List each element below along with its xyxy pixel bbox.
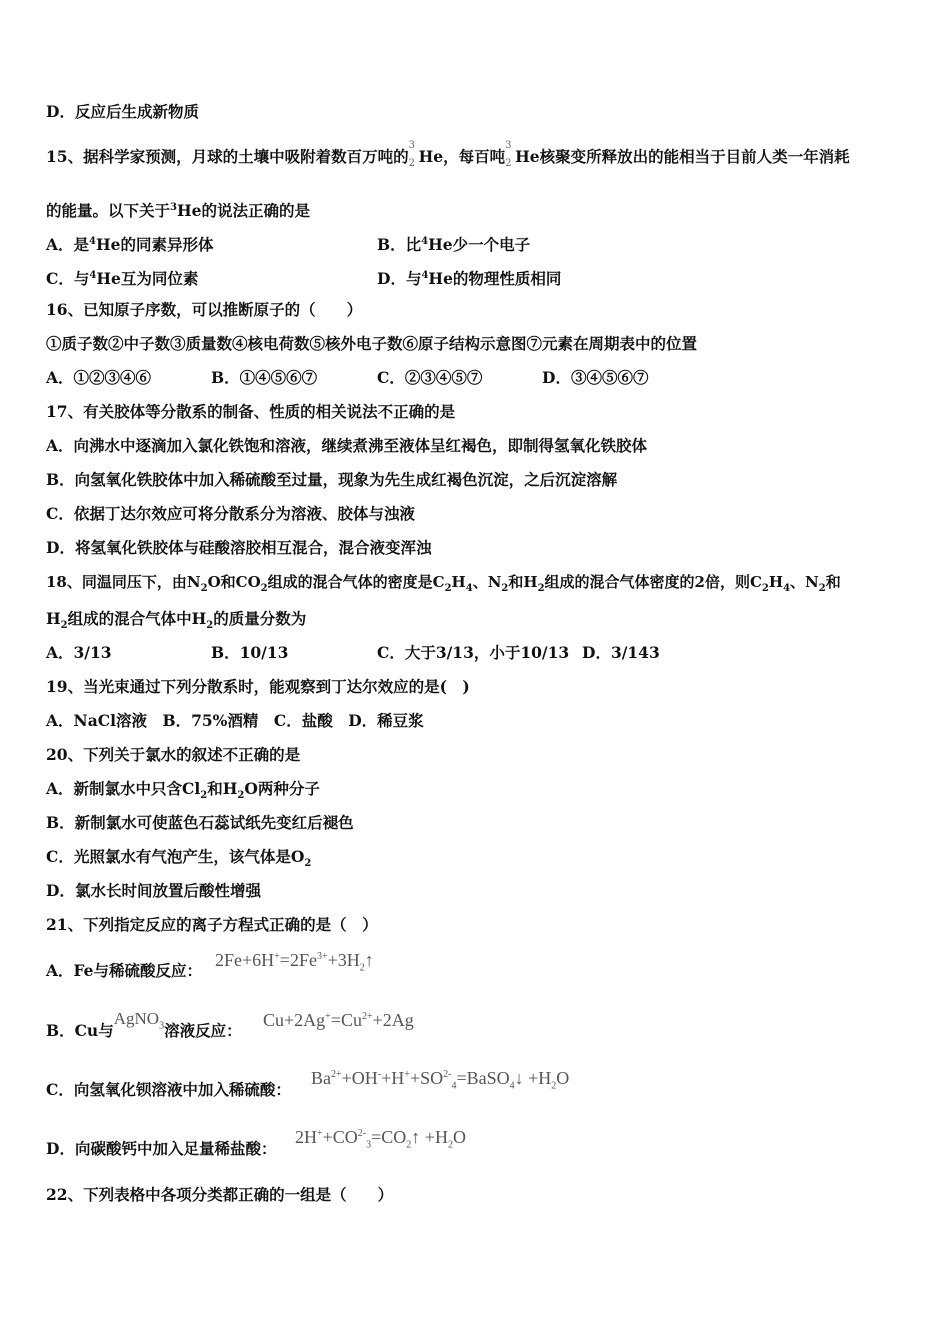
- question-15-stem-2: 的能量。以下关于$^3$He的说法正确的是: [46, 201, 310, 221]
- option-15-a: A．是$^4$He的同素异形体: [46, 235, 214, 255]
- option-21-b-label: B．Cu与AgNO$_3$溶液反应：: [46, 1009, 242, 1040]
- option-21-a-label: A．Fe与稀硫酸反应：: [46, 961, 203, 980]
- q15-text-c: 核聚变所释放出的能相当于目前人类一年消耗: [539, 147, 850, 166]
- he-symbol-b: He: [515, 147, 540, 166]
- option-15-c: C．与$^4$He互为同位素: [46, 269, 199, 289]
- option-16-a: A．①②③④⑥: [46, 368, 152, 387]
- question-18-stem: 18、同温同压下，由$N_2O$和$CO_2$组成的混合气体的密度是$C_2H_4$、$N_2$和$H_2$组成的混合气体密度的2倍，则$C_2H_4$、$N_2$和: [46, 573, 841, 594]
- option-14-d: D．反应后生成新物质: [46, 102, 199, 121]
- question-15-stem: [46, 140, 850, 169]
- question-17-stem: 17、有关胶体等分散系的制备、性质的相关说法不正确的是: [46, 402, 456, 421]
- question-21-stem: 21、下列指定反应的离子方程式正确的是（ ）: [46, 915, 378, 934]
- option-20-b: B．新制氯水可使蓝色石蕊试纸先变红后褪色: [46, 813, 354, 832]
- option-16-d: D．③④⑤⑥⑦: [542, 368, 649, 387]
- q15-text-a: 15、据科学家预测，月球的土壤中吸附着数百万吨的: [46, 147, 409, 166]
- option-17-c: C．依据丁达尔效应可将分散系分为溶液、胶体与浊液: [46, 504, 415, 523]
- option-18-b: B．10/13: [211, 643, 289, 662]
- question-22-stem: 22、下列表格中各项分类都正确的一组是（ ）: [46, 1185, 394, 1204]
- option-20-c: C．光照氯水有气泡产生，该气体是$O_2$: [46, 847, 312, 870]
- option-17-a: A．向沸水中逐滴加入氯化铁饱和溶液，继续煮沸至液体呈红褐色，即制得氢氧化铁胶体: [46, 436, 648, 455]
- option-16-c: C．②③④⑤⑦: [377, 368, 483, 387]
- option-18-d: D．3/143: [582, 643, 660, 662]
- option-21-a-equation: $2Fe+6H^+=2Fe^{3+}+3H_2↑$: [215, 950, 374, 974]
- isotope-he3-a: 3 2: [408, 140, 415, 169]
- question-18-stem-2: $H_2$组成的混合气体中$H_2$的质量分数为: [46, 609, 307, 632]
- option-17-b: B．向氢氧化铁胶体中加入稀硫酸至过量，现象为先生成红褐色沉淀，之后沉淀溶解: [46, 470, 618, 489]
- option-15-d: D．与$^4$He的物理性质相同: [377, 269, 562, 289]
- option-20-d: D．氯水长时间放置后酸性增强: [46, 881, 261, 900]
- option-17-d: D．将氢氧化铁胶体与硅酸溶胶相互混合，混合液变浑浊: [46, 538, 432, 557]
- he-symbol-a: He: [418, 147, 444, 166]
- question-20-stem: 20、下列关于氯水的叙述不正确的是: [46, 745, 301, 764]
- question-16-stem: 16、已知原子序数，可以推断原子的（ ）: [46, 300, 363, 319]
- option-18-a: A．3/13: [46, 643, 112, 662]
- options-19: A．NaCl溶液 B．75%酒精 C．盐酸 D．稀豆浆: [46, 711, 424, 730]
- option-21-c-label: C．向氢氧化钡溶液中加入稀硫酸：: [46, 1080, 291, 1099]
- question-16-list: ①质子数②中子数③质量数④核电荷数⑤核外电子数⑥原子结构示意图⑦元素在周期表中的位置: [46, 334, 698, 353]
- option-21-d-equation: $2H^++CO^{2-}_3=CO_2↑ +H_2O$: [295, 1127, 466, 1151]
- option-21-c-equation: $Ba^{2+}+OH^-+H^++SO^{2-}_4=BaSO_4↓ +H_2O$: [311, 1068, 570, 1092]
- isotope-he3-b: 3 2: [505, 140, 512, 169]
- option-20-a: A．新制氯水中只含$Cl_2$和$H_2O$两种分子: [46, 779, 320, 802]
- q15-text-b: ，每百吨: [443, 147, 506, 166]
- option-15-b: B．比$^4$He少一个电子: [377, 235, 531, 255]
- question-19-stem: 19、当光束通过下列分散系时，能观察到丁达尔效应的是( ): [46, 677, 470, 696]
- option-21-b-equation: $Cu+2Ag^+=Cu^{2+}+2Ag$: [263, 1010, 414, 1030]
- option-21-d-label: D．向碳酸钙中加入足量稀盐酸：: [46, 1139, 277, 1158]
- option-16-b: B．①④⑤⑥⑦: [211, 368, 318, 387]
- option-18-c: C．大于3/13，小于10/13: [377, 643, 570, 662]
